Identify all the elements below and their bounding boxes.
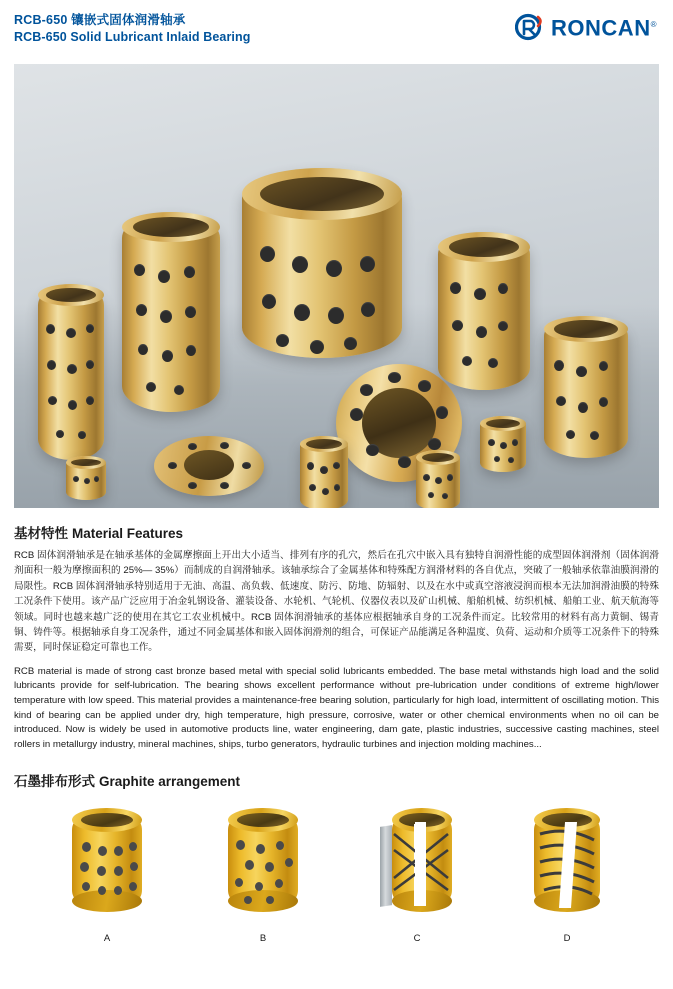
- bearing-small-mid: [300, 436, 348, 508]
- material-features-heading-cn: 基材特性: [14, 526, 68, 541]
- bearing-flange-bushing: [154, 436, 264, 496]
- graphite-figure-a: [32, 800, 182, 945]
- bore-opening: [300, 436, 348, 452]
- graphite-heading-en: Graphite arrangement: [99, 774, 241, 790]
- material-features-text-cn: RCB 固体润滑轴承是在轴承基体的金属摩擦面上开出大小适当、排列有序的孔穴，然后在孔穴中嵌入具有独特自润滑性能的成型固体润滑剂（固体润滑剂面积一般为摩擦面积的 25%— 35%）而制成的自润滑轴承。该轴承综合了金属基体和特殊配方润滑材料的各自优点，突破了一般轴承依靠油膜润滑的局限性。RCB 固体润滑轴承特别适用于无油、高温、高负载、低速度、防污、防地、防辐射、以及在水中或真空溶液浸润而根本无法加润滑油膜的特殊工况条件下使用。该产品广泛应用于冶金轧钢设备、灌装设备、水轮机、气轮机、仪器仪表以及矿山机械、船舶机械、纺织机械、船舶工业、航天航海等领域。同时也越来越广泛的使用在其它工农业机械中。RCB 固体润滑轴承的基体应根据轴承自身的工况条件而定。比较常用的材料有高力黄铜、锡青铜、铸件等。根据轴承自身工况条件，通过不同金属基体和嵌入固体润滑剂的组合，可保证产品能满足各种温度、负荷、运动和介质等工况条件下的特殊需要，同时保证稳定可靠也工作。: [14, 550, 659, 654]
- graphite-caption-a: A: [103, 933, 111, 945]
- bearing-far-right: [544, 316, 628, 458]
- bearing-right-tall: [438, 232, 530, 390]
- bore-opening: [438, 232, 530, 262]
- bearing-large-center: [242, 168, 402, 358]
- bore-opening: [544, 316, 628, 342]
- graphite-figure-c: [342, 800, 492, 945]
- product-photo: [14, 64, 659, 508]
- bore-opening: [66, 456, 106, 469]
- graphite-caption-c: C: [413, 933, 421, 945]
- bore-opening: [480, 416, 526, 431]
- page-title-cn: RCB-650 镶嵌式固体润滑轴承: [14, 13, 186, 27]
- bearing-tall-left: [122, 212, 220, 412]
- roncan-logo-icon: [515, 12, 545, 42]
- graphite-caption-d: D: [563, 933, 571, 945]
- graphite-figure-b: [188, 800, 338, 945]
- bearing-thin-left: [38, 284, 104, 460]
- bushing-illustration-a: [64, 808, 150, 912]
- brand-wordmark: [551, 14, 657, 39]
- material-features-heading-en: Material Features: [72, 526, 184, 541]
- bearing-small-left-bottom: [66, 456, 106, 500]
- brand-name-text: RONCAN: [551, 15, 651, 41]
- header-titles: [14, 12, 250, 46]
- section-heading-material-features: [14, 522, 659, 542]
- bushing-illustration-d: [524, 808, 610, 912]
- page-header: [0, 0, 673, 58]
- section-heading-graphite: [14, 770, 659, 790]
- bore-opening: [38, 284, 104, 306]
- graphite-heading-cn: 石墨排布形式: [14, 774, 95, 790]
- page-title-en: RCB-650 Solid Lubricant Inlaid Bearing: [14, 30, 251, 44]
- bore-opening: [416, 450, 460, 465]
- graphite-caption-b: B: [259, 933, 267, 945]
- bushing-illustration-c: [374, 808, 460, 912]
- brand-logo: [515, 12, 657, 42]
- registered-trademark-icon: ®: [650, 20, 657, 30]
- bearing-small-right-2: [480, 416, 526, 472]
- bearing-small-right-1: [416, 450, 460, 508]
- graphite-arrangement-figures: [14, 800, 659, 945]
- bushing-illustration-b: [220, 808, 306, 912]
- graphite-figure-d: [492, 800, 642, 945]
- bore-opening: [242, 168, 402, 220]
- bore-opening: [122, 212, 220, 242]
- material-features-text-en: RCB material is made of strong cast bronze based metal with special solid lubricants embedded. The base metal withstands high load and the solid lubricants provide for self-lubrication. The bearing shows excellent performance without pre-lubrication under conditions of extreme high/lower temperature with low speed. This material provides a maintenance-free bearing solution, particularly for high load, intermittent of oscillating motion. This kind of bearing can be applied under dry, high temperature, high pressure, corrosive, water or other chemical environments when no oil can be introduced. Now is widely be used in automotive products line, water engineering, dam gate, plastic industries, successive casting machines, steel rollers in metallurgy industry, mineral machines, ships, turbo generators, hydraulic turbines and injection molding machines...: [14, 665, 659, 750]
